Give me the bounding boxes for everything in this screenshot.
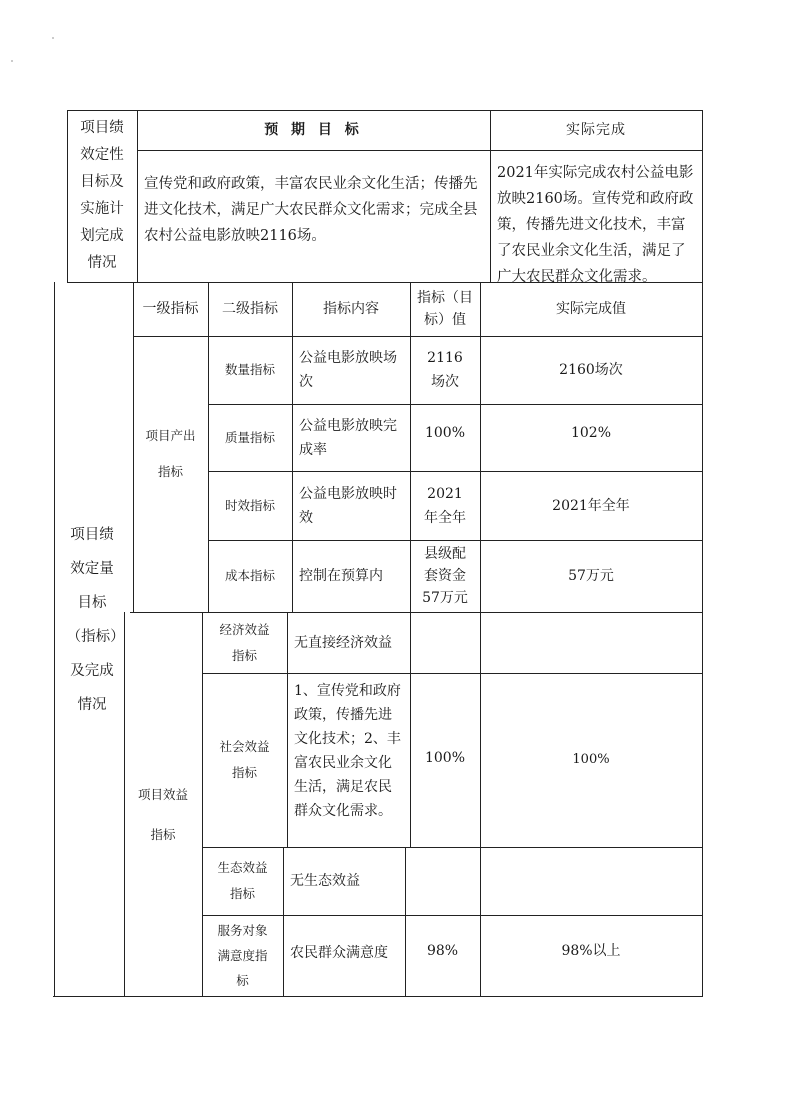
expected-goal-header: 预 期 目 标 [264, 122, 363, 138]
row-satisfaction-actual: 98%以上 [561, 942, 621, 959]
group-output-indicators: 项目产出指标 [145, 428, 196, 479]
row-quality-content: 公益电影放映完成率 [299, 417, 397, 458]
row-ecological-content: 无生态效益 [290, 873, 360, 889]
header-content: 指标内容 [323, 301, 379, 317]
scan-speck [11, 60, 13, 62]
row-social-target: 100% [424, 750, 466, 766]
group-benefit-indicators: 项目效益指标 [137, 787, 188, 842]
header-level1: 一级指标 [142, 301, 199, 317]
row-timeliness-level2: 时效指标 [224, 497, 275, 513]
row-cost-target: 县级配套资金57万元 [422, 546, 468, 606]
row-satisfaction-target: 98% [426, 942, 459, 959]
row-quality-target: 100% [424, 424, 466, 441]
row-ecological-target [405, 847, 480, 915]
table-border-bottom [53, 996, 703, 997]
row-quantity-level2: 数量指标 [224, 362, 275, 377]
table-border-right [702, 110, 703, 996]
row-quantity-actual: 2160场次 [559, 362, 623, 378]
row-quality-level2: 质量指标 [224, 429, 275, 445]
row-economic-content: 无直接经济效益 [294, 634, 392, 651]
row-cost-content: 控制在预算内 [299, 568, 383, 584]
row-ecological-level2: 生态效益指标 [217, 860, 268, 901]
row-cost-actual: 57万元 [568, 568, 614, 584]
section2-label: 项目绩效定量目标（指标）及完成情况 [66, 527, 118, 713]
row-economic-target [410, 612, 480, 673]
row-timeliness-content: 公益电影放映时效 [299, 485, 397, 526]
header-actual: 实际完成值 [556, 301, 626, 317]
row-economic-level2: 经济效益指标 [219, 621, 270, 663]
actual-completion-text: 2021年实际完成农村公益电影放映2160场。宣传党和政府政策，传播先进文化技术，丰富了农民业余文化生活，满足了广大农民群众文化需求。 [497, 165, 694, 285]
row-timeliness-actual: 2021年全年 [552, 497, 630, 514]
row-timeliness-target: 2021年全年 [424, 485, 466, 526]
row-economic-actual [480, 612, 702, 673]
row-quality-actual: 102% [570, 424, 612, 441]
actual-completion-header: 实际完成 [566, 122, 626, 138]
row-satisfaction-level2: 服务对象满意度指标 [217, 923, 268, 988]
row-social-level2: 社会效益指标 [219, 739, 270, 780]
section1-label: 项目绩效定性目标及实施计划完成情况 [80, 120, 124, 271]
row-social-actual: 100% [572, 752, 610, 767]
scan-speck [52, 37, 54, 39]
row-social-content: 1、宣传党和政府政策，传播先进文化技术；2、丰富农民业余文化生活，满足农民群众文化需求。 [294, 683, 401, 819]
row-cost-level2: 成本指标 [224, 568, 275, 583]
row-quantity-target: 2116场次 [427, 350, 463, 390]
expected-goal-text: 宣传党和政府政策，丰富农民业余文化生活；传播先进文化技术，满足广大农民群众文化需求；完成全县农村公益电影放映2116场。 [144, 176, 478, 244]
header-level2: 二级指标 [222, 301, 278, 317]
row-ecological-actual [480, 847, 702, 915]
row-satisfaction-content: 农民群众满意度 [290, 944, 388, 961]
header-target: 指标（目标）值 [417, 290, 473, 328]
row-quantity-content: 公益电影放映场次 [299, 350, 397, 390]
